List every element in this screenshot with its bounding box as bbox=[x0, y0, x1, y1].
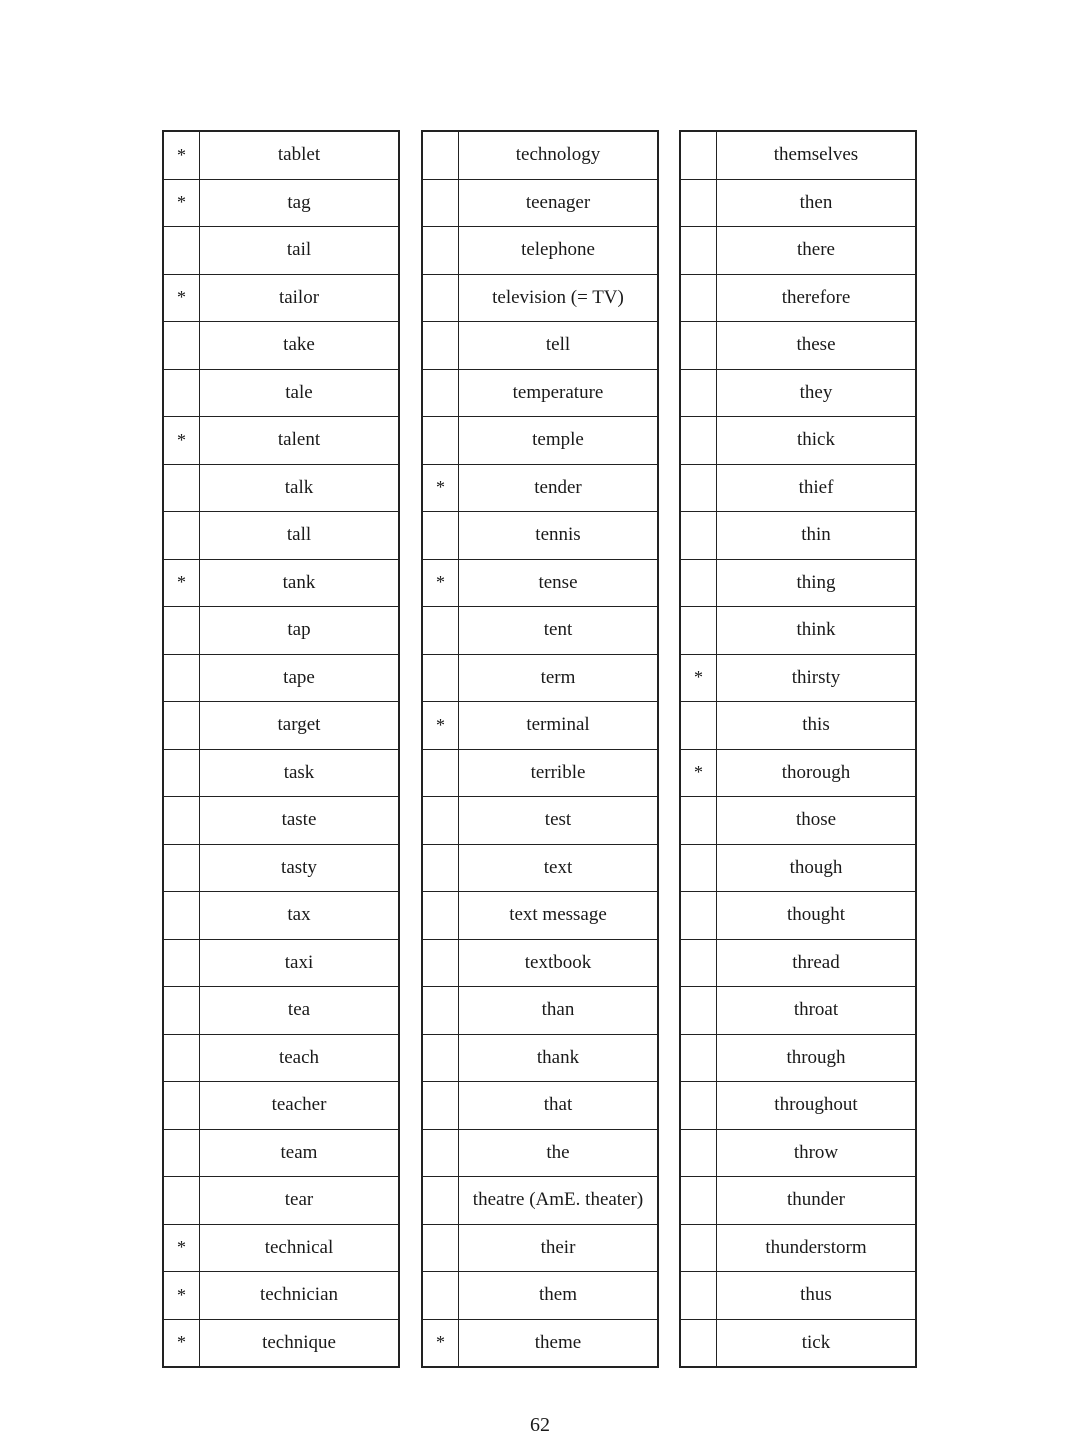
asterisk-marker bbox=[680, 369, 717, 417]
asterisk-marker bbox=[680, 987, 717, 1035]
vocabulary-word: throw bbox=[717, 1129, 917, 1177]
asterisk-marker bbox=[680, 892, 717, 940]
asterisk-marker bbox=[163, 322, 200, 370]
page-number: 62 bbox=[530, 1414, 550, 1436]
asterisk-marker: * bbox=[163, 179, 200, 227]
table-row bbox=[163, 702, 399, 750]
vocabulary-word: telephone bbox=[459, 227, 659, 275]
table-row bbox=[422, 1272, 658, 1320]
vocabulary-word: tablet bbox=[200, 131, 400, 179]
table-row bbox=[163, 274, 399, 322]
table-row bbox=[680, 417, 916, 465]
vocabulary-word: thought bbox=[717, 892, 917, 940]
asterisk-marker: * bbox=[422, 1319, 459, 1367]
table-row bbox=[680, 559, 916, 607]
vocabulary-word: the bbox=[459, 1129, 659, 1177]
table-row bbox=[163, 322, 399, 370]
vocabulary-word: throat bbox=[717, 987, 917, 1035]
vocabulary-word: taxi bbox=[200, 939, 400, 987]
asterisk-marker bbox=[163, 939, 200, 987]
vocabulary-word: they bbox=[717, 369, 917, 417]
asterisk-marker: * bbox=[422, 464, 459, 512]
table-row bbox=[680, 322, 916, 370]
asterisk-marker bbox=[163, 512, 200, 560]
vocabulary-word: tennis bbox=[459, 512, 659, 560]
vocabulary-word: tear bbox=[200, 1177, 400, 1225]
vocabulary-word: think bbox=[717, 607, 917, 655]
table-row bbox=[163, 1319, 399, 1367]
table-row bbox=[680, 797, 916, 845]
vocabulary-word: thank bbox=[459, 1034, 659, 1082]
vocabulary-word: tall bbox=[200, 512, 400, 560]
vocabulary-word: thin bbox=[717, 512, 917, 560]
asterisk-marker bbox=[680, 559, 717, 607]
vocabulary-word: terrible bbox=[459, 749, 659, 797]
asterisk-marker bbox=[680, 417, 717, 465]
asterisk-marker bbox=[163, 987, 200, 1035]
vocabulary-word: teenager bbox=[459, 179, 659, 227]
asterisk-marker bbox=[422, 179, 459, 227]
table-row bbox=[163, 417, 399, 465]
asterisk-marker bbox=[680, 702, 717, 750]
asterisk-marker bbox=[163, 1177, 200, 1225]
vocabulary-word: temple bbox=[459, 417, 659, 465]
table-row bbox=[680, 654, 916, 702]
asterisk-marker bbox=[422, 1129, 459, 1177]
table-row bbox=[163, 1177, 399, 1225]
asterisk-marker bbox=[422, 1082, 459, 1130]
table-row bbox=[422, 797, 658, 845]
asterisk-marker bbox=[422, 844, 459, 892]
asterisk-marker: * bbox=[163, 1272, 200, 1320]
table-row bbox=[680, 179, 916, 227]
table-row bbox=[422, 1034, 658, 1082]
asterisk-marker bbox=[680, 1082, 717, 1130]
asterisk-marker bbox=[680, 179, 717, 227]
vocabulary-word: those bbox=[717, 797, 917, 845]
table-row bbox=[422, 369, 658, 417]
table-row bbox=[680, 1177, 916, 1225]
vocabulary-word: them bbox=[459, 1272, 659, 1320]
vocabulary-word: throughout bbox=[717, 1082, 917, 1130]
asterisk-marker bbox=[163, 1082, 200, 1130]
asterisk-marker bbox=[163, 607, 200, 655]
table-row bbox=[163, 559, 399, 607]
asterisk-marker bbox=[680, 322, 717, 370]
asterisk-marker bbox=[680, 939, 717, 987]
vocabulary-word: taste bbox=[200, 797, 400, 845]
vocabulary-word: talent bbox=[200, 417, 400, 465]
table-row bbox=[422, 512, 658, 560]
table-row bbox=[680, 464, 916, 512]
vocabulary-word: thick bbox=[717, 417, 917, 465]
asterisk-marker bbox=[680, 464, 717, 512]
vocabulary-word: thirsty bbox=[717, 654, 917, 702]
vocabulary-word: terminal bbox=[459, 702, 659, 750]
asterisk-marker bbox=[680, 797, 717, 845]
vocabulary-word: tank bbox=[200, 559, 400, 607]
table-row bbox=[680, 1034, 916, 1082]
asterisk-marker bbox=[422, 227, 459, 275]
vocabulary-word: tag bbox=[200, 179, 400, 227]
table-row bbox=[680, 1129, 916, 1177]
table-row bbox=[422, 987, 658, 1035]
vocabulary-word: then bbox=[717, 179, 917, 227]
table-row bbox=[163, 654, 399, 702]
vocabulary-word: text bbox=[459, 844, 659, 892]
asterisk-marker bbox=[163, 892, 200, 940]
vocabulary-word: talk bbox=[200, 464, 400, 512]
table-row bbox=[680, 1272, 916, 1320]
table-row bbox=[680, 1319, 916, 1367]
table-row bbox=[422, 322, 658, 370]
asterisk-marker: * bbox=[163, 559, 200, 607]
vocabulary-word: that bbox=[459, 1082, 659, 1130]
table-row bbox=[422, 654, 658, 702]
vocabulary-word: theme bbox=[459, 1319, 659, 1367]
asterisk-marker: * bbox=[163, 417, 200, 465]
table-row bbox=[680, 1224, 916, 1272]
asterisk-marker bbox=[163, 654, 200, 702]
asterisk-marker: * bbox=[422, 559, 459, 607]
vocabulary-word: technique bbox=[200, 1319, 400, 1367]
table-row bbox=[163, 1224, 399, 1272]
table-row bbox=[163, 987, 399, 1035]
asterisk-marker bbox=[680, 607, 717, 655]
vocabulary-table-column-2 bbox=[421, 130, 659, 1368]
vocabulary-word: teach bbox=[200, 1034, 400, 1082]
vocabulary-word: theatre (AmE. theater) bbox=[459, 1177, 659, 1225]
vocabulary-word: tailor bbox=[200, 274, 400, 322]
table-row bbox=[163, 1129, 399, 1177]
vocabulary-word: these bbox=[717, 322, 917, 370]
asterisk-marker bbox=[163, 749, 200, 797]
asterisk-marker bbox=[422, 512, 459, 560]
table-row bbox=[163, 892, 399, 940]
asterisk-marker bbox=[422, 987, 459, 1035]
table-row bbox=[422, 559, 658, 607]
table-row bbox=[680, 844, 916, 892]
table-row bbox=[680, 939, 916, 987]
table-row bbox=[163, 749, 399, 797]
vocabulary-word: their bbox=[459, 1224, 659, 1272]
table-row bbox=[680, 274, 916, 322]
table-row bbox=[163, 227, 399, 275]
table-row bbox=[422, 892, 658, 940]
asterisk-marker bbox=[680, 1224, 717, 1272]
table-row bbox=[163, 369, 399, 417]
asterisk-marker bbox=[422, 749, 459, 797]
vocabulary-word: tap bbox=[200, 607, 400, 655]
vocabulary-table-column-1 bbox=[162, 130, 400, 1368]
asterisk-marker bbox=[422, 417, 459, 465]
asterisk-marker: * bbox=[163, 131, 200, 179]
asterisk-marker bbox=[163, 702, 200, 750]
vocabulary-word: through bbox=[717, 1034, 917, 1082]
table-row bbox=[163, 1082, 399, 1130]
vocabulary-word: tea bbox=[200, 987, 400, 1035]
asterisk-marker bbox=[163, 1034, 200, 1082]
asterisk-marker bbox=[422, 654, 459, 702]
table-row bbox=[680, 512, 916, 560]
table-row bbox=[422, 417, 658, 465]
asterisk-marker bbox=[422, 322, 459, 370]
table-row bbox=[163, 464, 399, 512]
asterisk-marker bbox=[422, 939, 459, 987]
vocabulary-word: thread bbox=[717, 939, 917, 987]
asterisk-marker bbox=[422, 1034, 459, 1082]
table-row bbox=[680, 892, 916, 940]
vocabulary-word: thief bbox=[717, 464, 917, 512]
table-row bbox=[422, 844, 658, 892]
asterisk-marker bbox=[422, 1272, 459, 1320]
table-row bbox=[163, 179, 399, 227]
asterisk-marker: * bbox=[163, 1319, 200, 1367]
asterisk-marker: * bbox=[680, 749, 717, 797]
asterisk-marker bbox=[680, 1272, 717, 1320]
table-row bbox=[422, 1319, 658, 1367]
table-row bbox=[163, 512, 399, 560]
asterisk-marker bbox=[422, 1177, 459, 1225]
table-row bbox=[422, 1177, 658, 1225]
table-row bbox=[680, 987, 916, 1035]
table-row bbox=[422, 464, 658, 512]
asterisk-marker bbox=[680, 227, 717, 275]
table-row bbox=[422, 1224, 658, 1272]
vocabulary-word: this bbox=[717, 702, 917, 750]
asterisk-marker: * bbox=[163, 1224, 200, 1272]
vocabulary-word: thing bbox=[717, 559, 917, 607]
table-row bbox=[163, 1034, 399, 1082]
table-row bbox=[680, 702, 916, 750]
asterisk-marker bbox=[163, 369, 200, 417]
vocabulary-word: television (= TV) bbox=[459, 274, 659, 322]
table-row bbox=[680, 1082, 916, 1130]
table-row bbox=[422, 939, 658, 987]
asterisk-marker bbox=[163, 227, 200, 275]
asterisk-marker bbox=[422, 892, 459, 940]
asterisk-marker bbox=[680, 1319, 717, 1367]
vocabulary-word: tasty bbox=[200, 844, 400, 892]
table-row bbox=[163, 1272, 399, 1320]
vocabulary-word: textbook bbox=[459, 939, 659, 987]
asterisk-marker: * bbox=[422, 702, 459, 750]
table-row bbox=[422, 131, 658, 179]
vocabulary-table-column-3 bbox=[679, 130, 917, 1368]
table-row bbox=[680, 227, 916, 275]
table-row bbox=[680, 131, 916, 179]
asterisk-marker bbox=[422, 607, 459, 655]
table-row bbox=[422, 702, 658, 750]
vocabulary-word: though bbox=[717, 844, 917, 892]
asterisk-marker: * bbox=[163, 274, 200, 322]
asterisk-marker bbox=[422, 131, 459, 179]
vocabulary-word: team bbox=[200, 1129, 400, 1177]
vocabulary-word: tale bbox=[200, 369, 400, 417]
vocabulary-word: therefore bbox=[717, 274, 917, 322]
vocabulary-word: tent bbox=[459, 607, 659, 655]
vocabulary-word: than bbox=[459, 987, 659, 1035]
vocabulary-word: tape bbox=[200, 654, 400, 702]
table-row bbox=[163, 797, 399, 845]
table-row bbox=[680, 369, 916, 417]
asterisk-marker bbox=[680, 1129, 717, 1177]
vocabulary-word: temperature bbox=[459, 369, 659, 417]
asterisk-marker bbox=[680, 512, 717, 560]
table-row bbox=[422, 179, 658, 227]
vocabulary-word: text message bbox=[459, 892, 659, 940]
vocabulary-word: thorough bbox=[717, 749, 917, 797]
asterisk-marker bbox=[163, 464, 200, 512]
asterisk-marker bbox=[422, 797, 459, 845]
asterisk-marker bbox=[422, 1224, 459, 1272]
asterisk-marker bbox=[163, 844, 200, 892]
vocabulary-word: technician bbox=[200, 1272, 400, 1320]
asterisk-marker bbox=[163, 797, 200, 845]
vocabulary-word: tense bbox=[459, 559, 659, 607]
vocabulary-word: test bbox=[459, 797, 659, 845]
vocabulary-word: themselves bbox=[717, 131, 917, 179]
vocabulary-word: teacher bbox=[200, 1082, 400, 1130]
asterisk-marker bbox=[680, 1177, 717, 1225]
vocabulary-word: term bbox=[459, 654, 659, 702]
asterisk-marker bbox=[680, 1034, 717, 1082]
asterisk-marker bbox=[680, 131, 717, 179]
table-row bbox=[422, 274, 658, 322]
asterisk-marker: * bbox=[680, 654, 717, 702]
vocabulary-word: thus bbox=[717, 1272, 917, 1320]
table-row bbox=[422, 227, 658, 275]
asterisk-marker bbox=[422, 369, 459, 417]
table-row bbox=[422, 1129, 658, 1177]
vocabulary-word: tick bbox=[717, 1319, 917, 1367]
vocabulary-word: technical bbox=[200, 1224, 400, 1272]
vocabulary-word: target bbox=[200, 702, 400, 750]
vocabulary-word: tell bbox=[459, 322, 659, 370]
vocabulary-word: tender bbox=[459, 464, 659, 512]
vocabulary-word: take bbox=[200, 322, 400, 370]
vocabulary-word: there bbox=[717, 227, 917, 275]
table-row bbox=[680, 749, 916, 797]
table-row bbox=[163, 939, 399, 987]
vocabulary-word: task bbox=[200, 749, 400, 797]
vocabulary-word: thunderstorm bbox=[717, 1224, 917, 1272]
asterisk-marker bbox=[163, 1129, 200, 1177]
table-row bbox=[163, 607, 399, 655]
vocabulary-word: thunder bbox=[717, 1177, 917, 1225]
asterisk-marker bbox=[680, 844, 717, 892]
table-row bbox=[163, 131, 399, 179]
table-row bbox=[680, 607, 916, 655]
vocabulary-word: tail bbox=[200, 227, 400, 275]
asterisk-marker bbox=[680, 274, 717, 322]
table-row bbox=[422, 749, 658, 797]
table-row bbox=[163, 844, 399, 892]
asterisk-marker bbox=[422, 274, 459, 322]
vocabulary-word: technology bbox=[459, 131, 659, 179]
table-row bbox=[422, 607, 658, 655]
table-row bbox=[422, 1082, 658, 1130]
vocabulary-word: tax bbox=[200, 892, 400, 940]
